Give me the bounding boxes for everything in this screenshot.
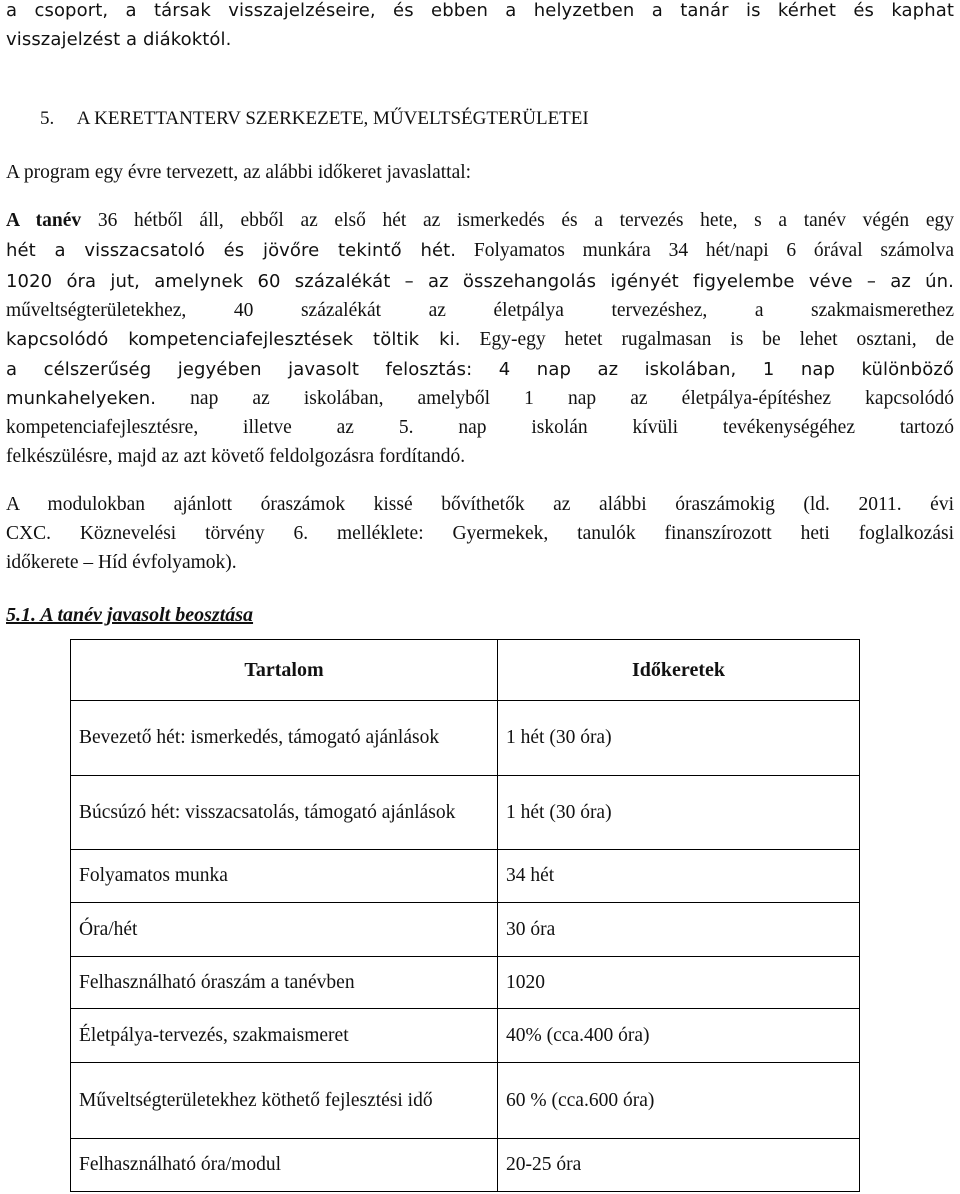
table-cell-time: 1 hét (30 óra) <box>498 701 860 776</box>
table-cell-content: Folyamatos munka <box>71 850 498 903</box>
year-paragraph-line-6: a célszerűség jegyében javasolt felosztás: 4 nap az iskolában, 1 nap különböző <box>6 359 954 380</box>
table-row <box>71 1009 860 1063</box>
modules-paragraph-line-1: A modulokban ajánlott óraszámok kissé bővíthetők az alábbi óraszámokig (ld. 2011. évi <box>6 494 954 515</box>
year-paragraph-line-5 <box>6 325 954 355</box>
table-cell-time: 20-25 óra <box>498 1139 860 1192</box>
modules-paragraph-line-2: CXC. Köznevelési törvény 6. melléklete: Gyermekek, tanulók finanszírozott heti foglalkozási <box>6 523 954 544</box>
table-row <box>71 1063 860 1139</box>
year-paragraph-line-1 <box>6 206 954 236</box>
modules-paragraph-line-3: időkerete – Híd évfolyamok). <box>6 552 237 573</box>
intro-line-1: a csoport, a társak visszajelzéseire, és ebben a helyzetben a tanár is kérhet és kaphat <box>6 0 954 21</box>
year-paragraph-line-2 <box>6 236 954 266</box>
table-row <box>71 701 860 776</box>
table-row <box>71 903 860 957</box>
year-bold-label: A tanév <box>6 210 82 231</box>
table-cell-content: Életpálya-tervezés, szakmaismeret <box>71 1009 498 1063</box>
table-cell-time: 34 hét <box>498 850 860 903</box>
intro-line-2: visszajelzést a diákoktól. <box>6 29 232 50</box>
year-text-7b: nap az iskolában, amelyből 1 nap az életpálya-építéshez kapcsolódó <box>156 388 954 409</box>
table-row <box>71 850 860 903</box>
year-text-5: kapcsolódó kompetenciafejlesztések töltik ki. <box>6 329 461 350</box>
table-cell-content: Bevezető hét: ismerkedés, támogató ajánlások <box>71 701 498 776</box>
table-header-row <box>71 640 860 701</box>
year-text-1: 36 hétből áll, ebből az első hét az ismerkedés és a tervezés hete, s a tanév végén egy <box>81 210 955 231</box>
table-cell-time: 30 óra <box>498 903 860 957</box>
table-cell-content: Óra/hét <box>71 903 498 957</box>
table-cell-content: Búcsúzó hét: visszacsatolás, támogató ajánlások <box>71 776 498 850</box>
year-paragraph-line-8: kompetenciafejlesztésre, illetve az 5. nap iskolán kívüli tevékenységéhez tartozó <box>6 417 954 438</box>
table-row <box>71 957 860 1009</box>
table-row <box>71 1139 860 1192</box>
table-cell-time: 60 % (cca.600 óra) <box>498 1063 860 1139</box>
year-paragraph-line-9: felkészülésre, majd az azt követő feldolgozásra fordítandó. <box>6 446 466 467</box>
header-time: Időkeretek <box>498 640 860 701</box>
table-cell-time: 40% (cca.400 óra) <box>498 1009 860 1063</box>
year-text-7: munkahelyeken. <box>6 388 157 409</box>
section-heading <box>40 104 589 134</box>
table-cell-content: Műveltségterületekhez köthető fejlesztési idő <box>71 1063 498 1139</box>
section-title: A KERETTANTERV SZERKEZETE, MŰVELTSÉGTERÜLETEI <box>76 108 589 129</box>
section-number: 5. <box>40 108 55 129</box>
year-text-5b: Egy-egy hetet rugalmasan is be lehet osztani, de <box>460 329 954 350</box>
year-text-2: hét a visszacsatoló és jövőre tekintő hét. <box>6 240 457 261</box>
table-row <box>71 776 860 850</box>
year-text-2b: Folyamatos munkára 34 hét/napi 6 órával számolva <box>456 240 954 261</box>
subsection-title: 5.1. A tanév javasolt beosztása <box>6 604 254 626</box>
table-cell-time: 1020 <box>498 957 860 1009</box>
table-cell-time: 1 hét (30 óra) <box>498 776 860 850</box>
year-paragraph-line-7 <box>6 384 954 414</box>
year-paragraph-line-4: műveltségterületekhez, 40 százalékát az életpálya tervezéshez, a szakmaismerethez <box>6 300 954 321</box>
year-paragraph-line-3: 1020 óra jut, amelynek 60 százalékát – az összehangolás igényét figyelembe véve – az ún. <box>6 271 954 292</box>
table-cell-content: Felhasználható óra/modul <box>71 1139 498 1192</box>
program-paragraph: A program egy évre tervezett, az alábbi időkeret javaslattal: <box>6 162 472 183</box>
schedule-table <box>70 639 860 1192</box>
header-content: Tartalom <box>71 640 498 701</box>
table-cell-content: Felhasználható óraszám a tanévben <box>71 957 498 1009</box>
